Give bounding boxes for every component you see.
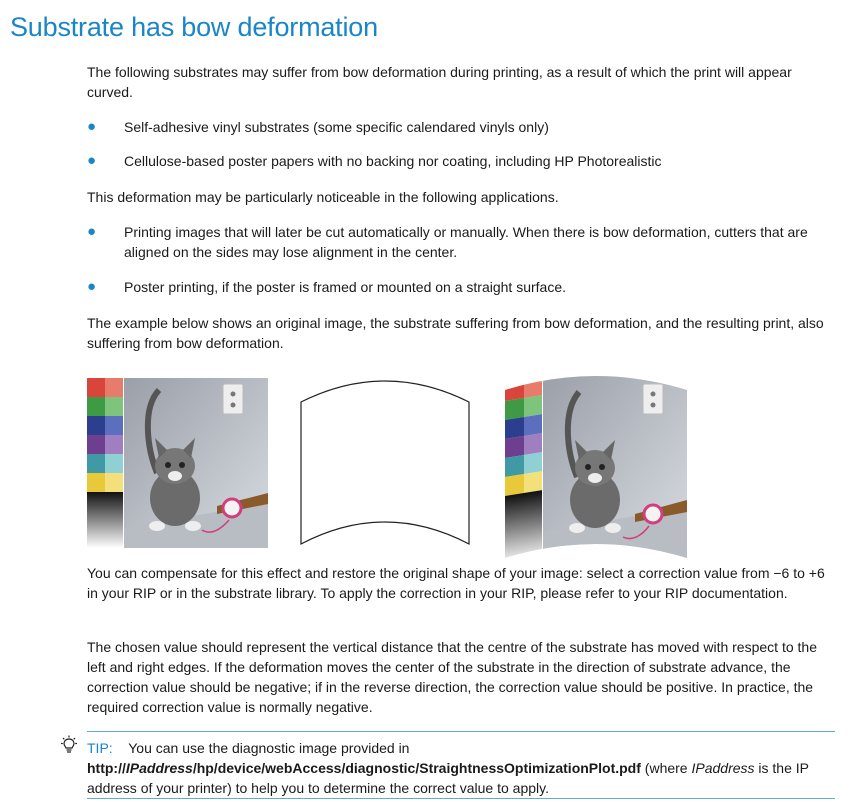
tip-bottom-rule [87,798,835,799]
chosen-value-paragraph: The chosen value should represent the vertical distance that the centre of the substrate has moved with respect to the left and right edges. If the deformation moves the center of the substrate in the direction of substrate advance, the correction value should be negative; if in the reverse direction, the correction value should be positive. In practice, the required correction value is normally negative. [87,639,817,715]
tip-text: is the IP address of your printer) to help you to determine the correct value to apply. [87,760,809,796]
tip-text: (where [640,760,692,776]
page-title: Substrate has bow deformation [10,12,378,42]
url-part: http:// [87,760,126,776]
bow-deformation-shape [296,372,476,554]
bullet-icon: ● [87,118,97,135]
example-intro: The example below shows an original image, the substrate suffering from bow deformation, and the resulting print, also suffering from bow deformation. [87,315,824,351]
url-ip-part: IPaddress [125,760,193,776]
ip-word: IPaddress [691,760,755,776]
intro-paragraph: The following substrates may suffer from bow deformation during printing, as a result of which the print will appear curved. [87,64,792,100]
deformed-print-figure [505,372,687,558]
bullet-icon: ● [87,152,97,169]
diagnostic-url[interactable] [87,760,641,776]
application-item-text: Printing images that will later be cut automatically or manually. When there is bow deformation, cutters that are aligned on the sides may lose alignment in the center. [124,224,808,260]
compensate-paragraph: You can compensate for this effect and restore the original shape of your image: select a correction value from −6 to +6 in your RIP or in the substrate library. To apply the correction in your RIP, please refer to your RIP documentation. [87,565,825,601]
application-item-text: Poster printing, if the poster is framed or mounted on a straight surface. [124,279,566,295]
substrate-item-text: Cellulose-based poster papers with no backing nor coating, including HP Photorealistic [124,153,662,169]
substrate-item-text: Self-adhesive vinyl substrates (some specific calendared vinyls only) [124,119,549,135]
tip-top-rule [87,731,835,732]
url-part: /hp/device/webAccess/diagnostic/StraightnessOptimizationPlot.pdf [192,760,641,776]
color-swatches [505,376,542,558]
bullet-icon: ● [87,223,97,240]
tip-text: You can use the diagnostic image provided in [128,740,410,756]
kitten-photo [124,378,268,548]
lightbulb-icon [59,735,79,755]
kitten-photo [543,372,687,558]
tip-box [87,738,835,798]
applications-intro: This deformation may be particularly noticeable in the following applications. [87,189,559,205]
tip-label: TIP: [87,740,113,756]
bullet-icon: ● [87,278,97,295]
original-image-figure [87,378,268,548]
color-swatches [87,378,123,548]
